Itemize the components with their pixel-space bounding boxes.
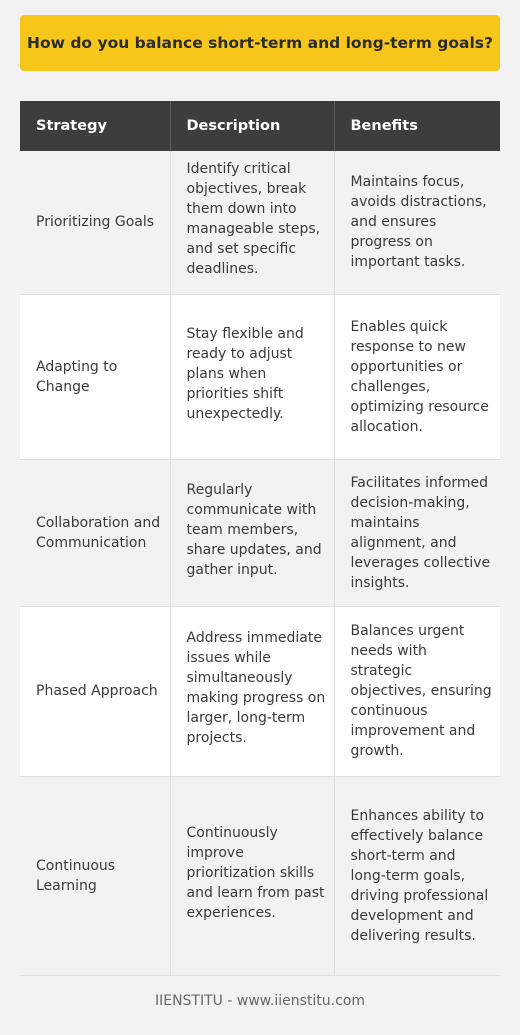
benefits-cell: Enables quick response to new opportunities or challenges, optimizing resource allocation. — [334, 294, 500, 459]
strategy-cell: Prioritizing Goals — [20, 151, 170, 294]
table-row — [20, 151, 500, 294]
benefits-cell: Maintains focus, avoids distractions, and ensures progress on important tasks. — [334, 151, 500, 294]
table-header-row — [20, 101, 500, 151]
description-cell: Address immediate issues while simultaneously making progress on larger, long-term projects. — [170, 606, 334, 776]
footer-attribution: IIENSTITU - www.iienstitu.com — [154, 993, 366, 1009]
strategy-cell: Phased Approach — [20, 606, 170, 776]
strategy-cell: Adapting to Change — [20, 294, 170, 459]
description-cell: Stay flexible and ready to adjust plans when priorities shift unexpectedly. — [170, 294, 334, 459]
strategy-cell: Collaboration and Communication — [20, 459, 170, 606]
column-header-strategy: Strategy — [20, 101, 170, 151]
table-row — [20, 606, 500, 776]
description-cell: Regularly communicate with team members, share updates, and gather input. — [170, 459, 334, 606]
table-row — [20, 459, 500, 606]
benefits-cell: Balances urgent needs with strategic objectives, ensuring continuous improvement and growth. — [334, 606, 500, 776]
table-row — [20, 294, 500, 459]
column-header-benefits: Benefits — [334, 101, 500, 151]
benefits-cell: Enhances ability to effectively balance short-term and long-term goals, driving professional development and delivering results. — [334, 776, 500, 975]
page-title: How do you balance short-term and long-term goals? — [20, 15, 500, 71]
description-cell: Continuously improve prioritization skills and learn from past experiences. — [170, 776, 334, 975]
column-header-description: Description — [170, 101, 334, 151]
strategy-table — [20, 101, 500, 976]
table-row — [20, 776, 500, 975]
benefits-cell: Facilitates informed decision-making, maintains alignment, and leverages collective insights. — [334, 459, 500, 606]
description-cell: Identify critical objectives, break them down into manageable steps, and set specific deadlines. — [170, 151, 334, 294]
strategy-cell: Continuous Learning — [20, 776, 170, 975]
